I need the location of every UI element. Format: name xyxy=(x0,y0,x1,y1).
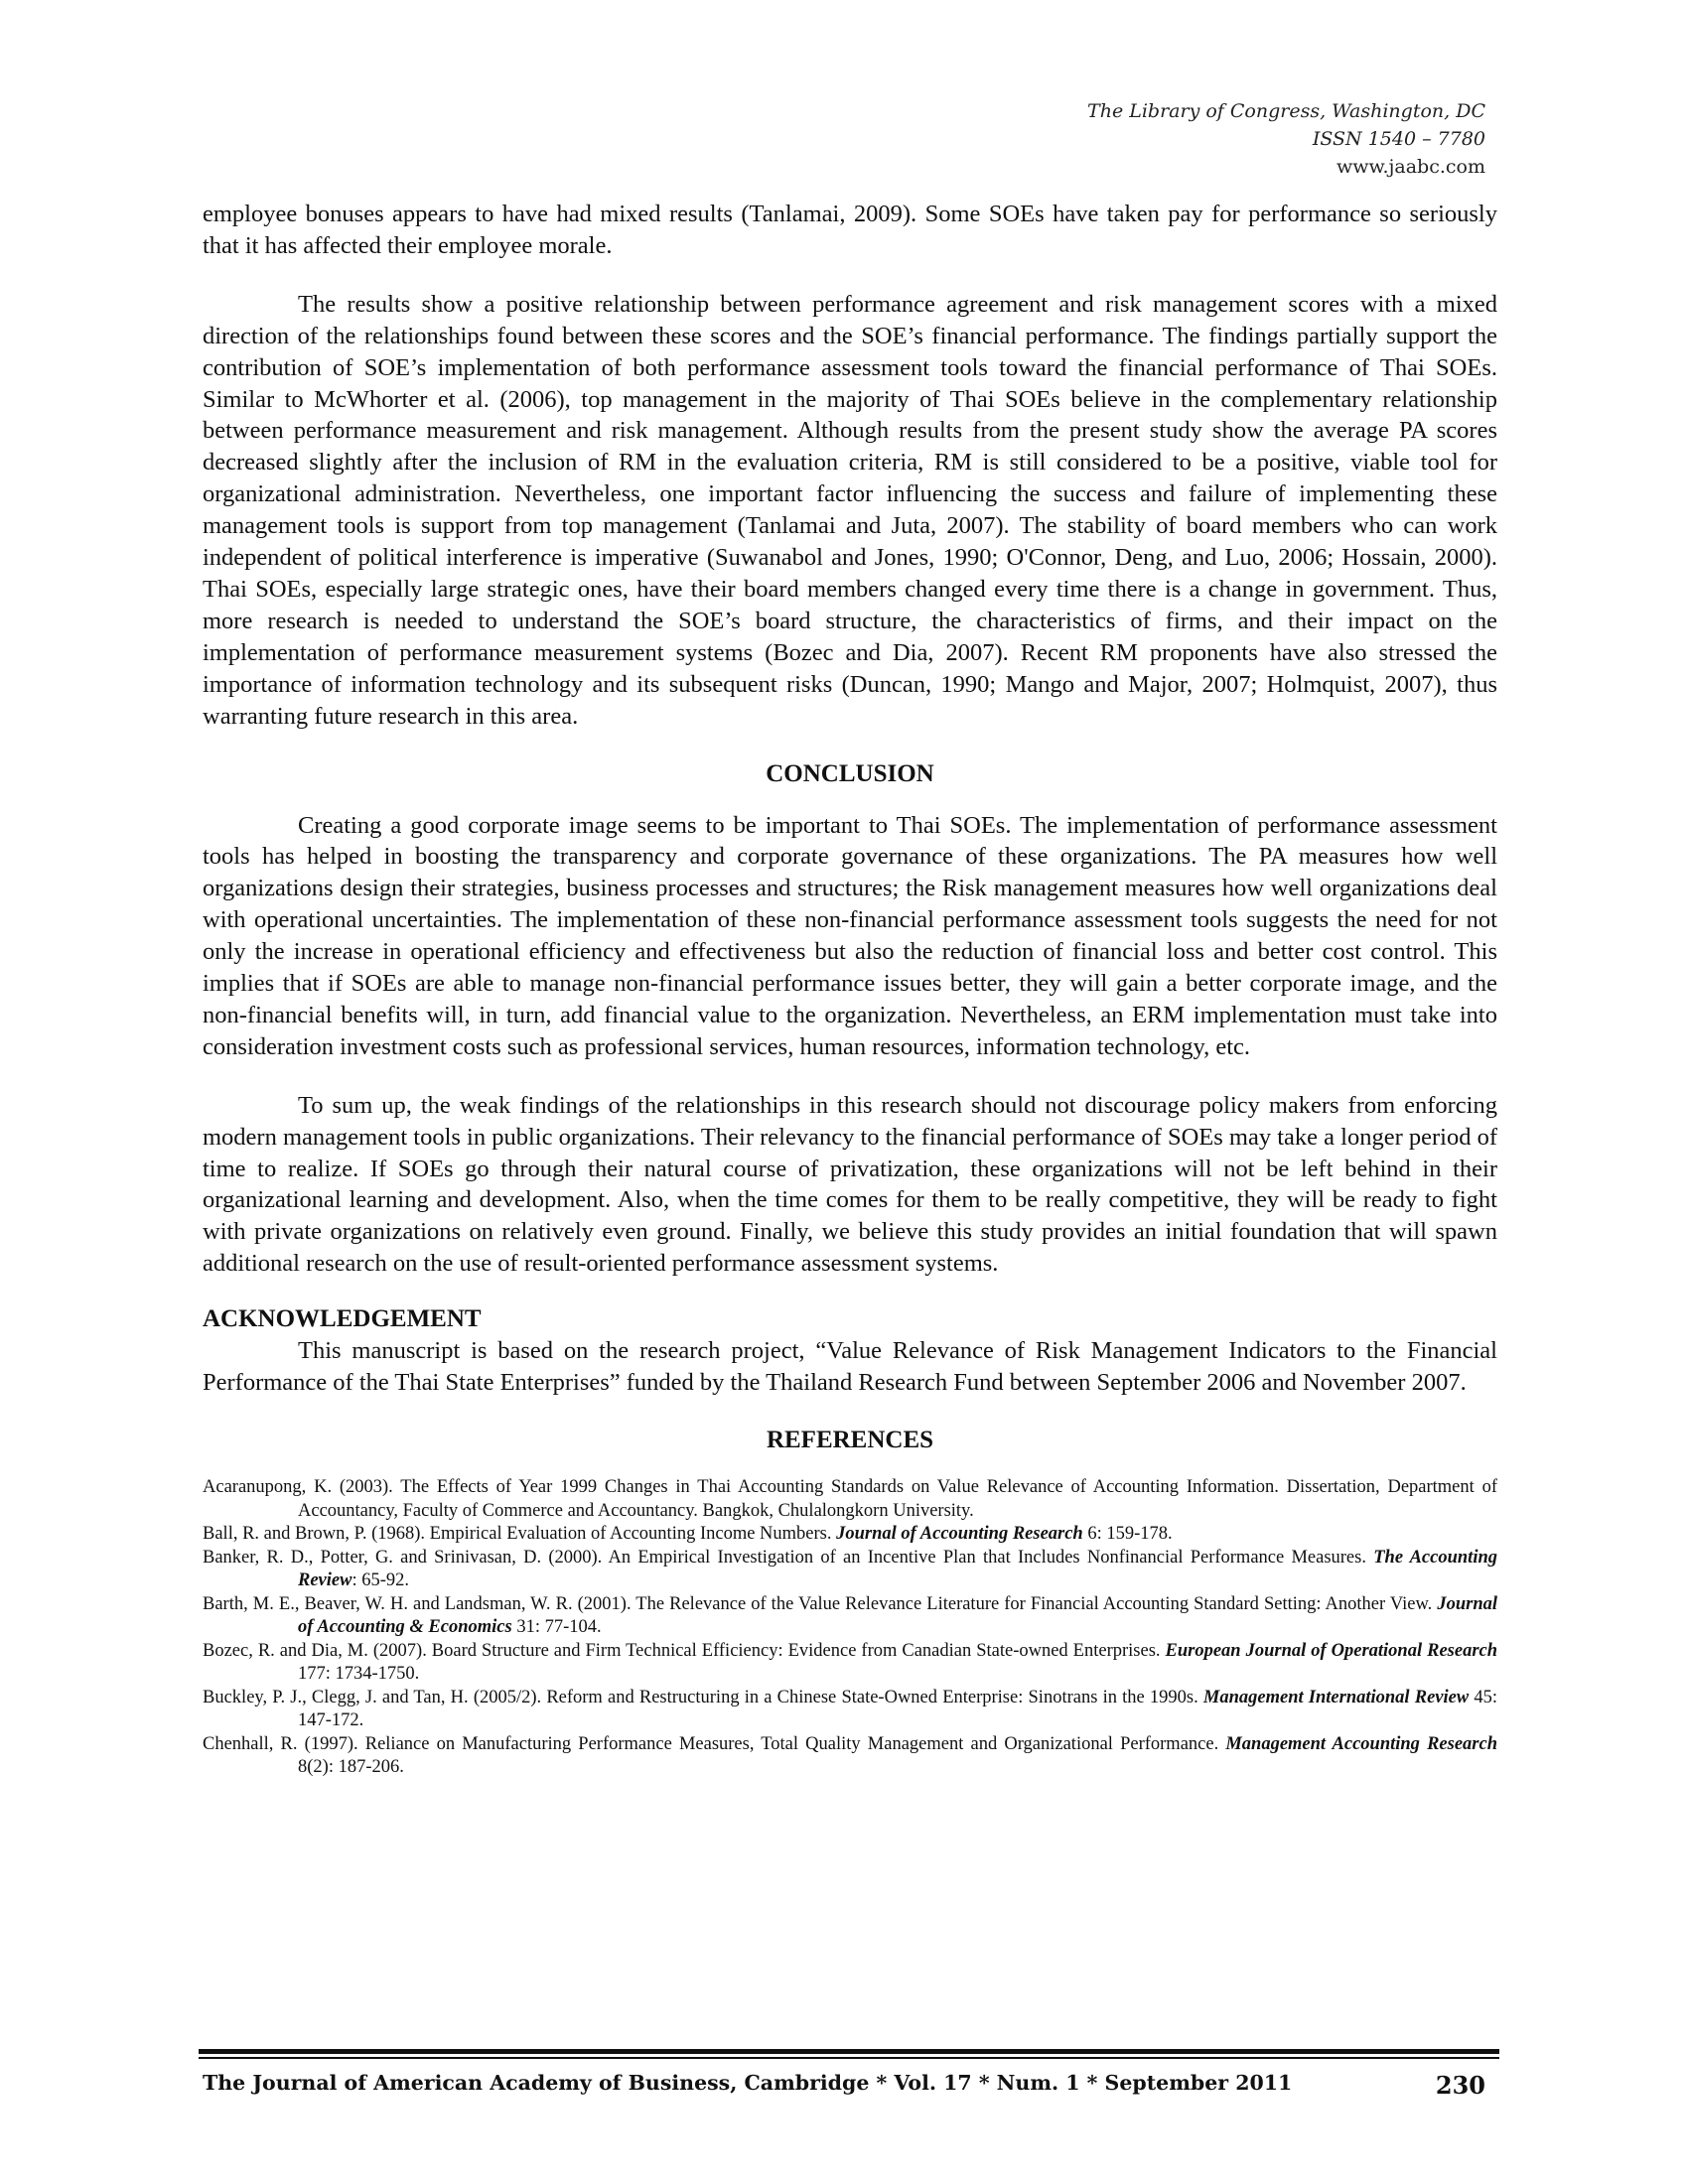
running-header xyxy=(1087,97,1485,181)
reference-text: Buckley, P. J., Clegg, J. and Tan, H. (2005/2). Reform and Restructuring in a Chinese State-Owned Enterprise: Sinotrans in the 1990s. xyxy=(203,1687,1203,1707)
body-paragraph-1: employee bonuses appears to have had mixed results (Tanlamai, 2009). Some SOEs have taken pay for performance so seriously that it has affected their employee morale. xyxy=(203,201,1497,259)
reference-item xyxy=(203,1476,1497,1523)
reference-volume: 45: 147-172. xyxy=(298,1687,1498,1730)
reference-text: Bozec, R. and Dia, M. (2007). Board Structure and Firm Technical Efficiency: Evidence from Canadian State-owned Enterprises. xyxy=(203,1640,1166,1661)
reference-item xyxy=(203,1593,1497,1640)
running-footer xyxy=(203,2071,1493,2100)
acknowledgement-text: This manuscript is based on the research project, “Value Relevance of Risk Management Indicators to the Financial Performance of the Thai State Enterprises” funded by the Thailand Research Fund between September 2006 and November 2007. xyxy=(203,1337,1497,1397)
reference-volume: : 65-92. xyxy=(352,1570,410,1590)
reference-text: Banker, R. D., Potter, G. and Srinivasan, D. (2000). An Empirical Investigation of an Incentive Plan that Includes Nonfinancial Performance Measures. xyxy=(203,1547,1374,1568)
reference-volume: 177: 1734-1750. xyxy=(298,1664,420,1684)
acknowledgement-heading: ACKNOWLEDGEMENT xyxy=(203,1305,482,1333)
conclusion-heading: CONCLUSION xyxy=(766,759,934,787)
footer-journal: The Journal of American Academy of Business, Cambridge * Vol. 17 * Num. 1 * September 2011 xyxy=(203,2071,1293,2095)
reference-journal: Management Accounting Research xyxy=(1225,1733,1497,1754)
header-library: The Library of Congress, Washington, DC xyxy=(1087,100,1485,122)
reference-item xyxy=(203,1547,1497,1593)
reference-text: Ball, R. and Brown, P. (1968). Empirical Evaluation of Accounting Income Numbers. xyxy=(203,1524,837,1544)
body-paragraph-2: The results show a positive relationship between performance agreement and risk management scores with a mixed direction of the relationships found between these scores and the SOE’s financial performance. The findings partially support the contribution of SOE’s implementation of both performance assessment tools toward the financial performance of Thai SOEs. Similar to McWhorter et al. (2006), top management in the majority of Thai SOEs believe in the complementary relationship between performance measurement and risk management. Although results from the present study show the average PA scores decreased slightly after the inclusion of RM in the evaluation criteria, RM is still considered to be a positive, viable tool for organizational administration. Nevertheless, one important factor influencing the success and failure of implementing these management tools is support from top management (Tanlamai and Juta, 2007). The stability of board members who can work independent of political interference is imperative (Suwanabol and Jones, 1990; O'Connor, Deng, and Luo, 2006; Hossain, 2000). Thai SOEs, especially large strategic ones, have their board members changed every time there is a change in government. Thus, more research is needed to understand the SOE’s board structure, the characteristics of firms, and their impact on the implementation of performance measurement systems (Bozec and Dia, 2007). Recent RM proponents have also stressed the importance of information technology and its subsequent risks (Duncan, 1990; Mango and Major, 2007; Holmquist, 2007), thus warranting future research in this area. xyxy=(203,290,1497,730)
reference-volume: 8(2): 187-206. xyxy=(298,1757,404,1777)
page-number: 230 xyxy=(1435,2071,1485,2100)
conclusion-paragraph-2: To sum up, the weak findings of the relationships in this research should not discourage policy makers from enforcing modern management tools in public organizations. Their relevancy to the financial performance of SOEs may take a longer period of time to realize. If SOEs go through their natural course of privatization, these organizations will not be left behind in their organizational learning and development. Also, when the time comes for them to be really competitive, they will be ready to fight with private organizations on relatively even ground. Finally, we believe this study provides an initial foundation that will spawn additional research on the use of result-oriented performance assessment systems. xyxy=(203,1091,1497,1278)
reference-journal: European Journal of Operational Research xyxy=(1165,1640,1498,1661)
reference-text: Chenhall, R. (1997). Reliance on Manufacturing Performance Measures, Total Quality Management and Organizational Performance. xyxy=(203,1733,1226,1754)
reference-journal: The Accounting Review xyxy=(298,1547,1498,1590)
header-url[interactable]: www.jaabc.com xyxy=(1336,156,1485,178)
reference-text: Barth, M. E., Beaver, W. H. and Landsman, W. R. (2001). The Relevance of the Value Relevance Literature for Financial Accounting Standard Setting: Another View. xyxy=(203,1593,1438,1614)
footer-rule-thick xyxy=(199,2049,1499,2054)
header-issn: ISSN 1540 – 7780 xyxy=(1312,128,1485,150)
reference-text: Acaranupong, K. (2003). The Effects of Year 1999 Changes in Thai Accounting Standards on Value Relevance of Accounting Information. Dissertation, Department of Accountancy, Faculty of Commerce and Accountancy. Bangkok, Chulalongkorn University. xyxy=(203,1477,1497,1521)
main-content xyxy=(203,199,1497,1780)
reference-item xyxy=(203,1523,1497,1547)
footer-rule-thin xyxy=(199,2057,1499,2059)
reference-journal: Journal of Accounting Research xyxy=(836,1524,1083,1544)
reference-list xyxy=(203,1476,1497,1780)
reference-item xyxy=(203,1640,1497,1687)
reference-volume: 31: 77-104. xyxy=(511,1617,602,1637)
reference-journal: Journal of Accounting & Economics xyxy=(298,1593,1497,1637)
references-heading: REFERENCES xyxy=(766,1427,934,1453)
reference-journal: Management International Review xyxy=(1202,1687,1470,1707)
reference-item xyxy=(203,1733,1497,1780)
reference-item xyxy=(203,1687,1497,1733)
reference-volume: 6: 159-178. xyxy=(1082,1524,1173,1544)
conclusion-paragraph-1: Creating a good corporate image seems to be important to Thai SOEs. The implementation of performance assessment tools has helped in boosting the transparency and corporate governance of these organizations. The PA measures how well organizations design their strategies, business processes and structures; the Risk management measures how well organizations deal with operational uncertainties. The implementation of these non-financial performance assessment tools suggests the need for not only the increase in operational efficiency and effectiveness but also the reduction of financial loss and better cost control. This implies that if SOEs are able to manage non-financial performance issues better, they will gain a better corporate image, and the non-financial benefits will, in turn, add financial value to the organization. Nevertheless, an ERM implementation must take into consideration investment costs such as professional services, human resources, information technology, etc. xyxy=(203,811,1497,1060)
